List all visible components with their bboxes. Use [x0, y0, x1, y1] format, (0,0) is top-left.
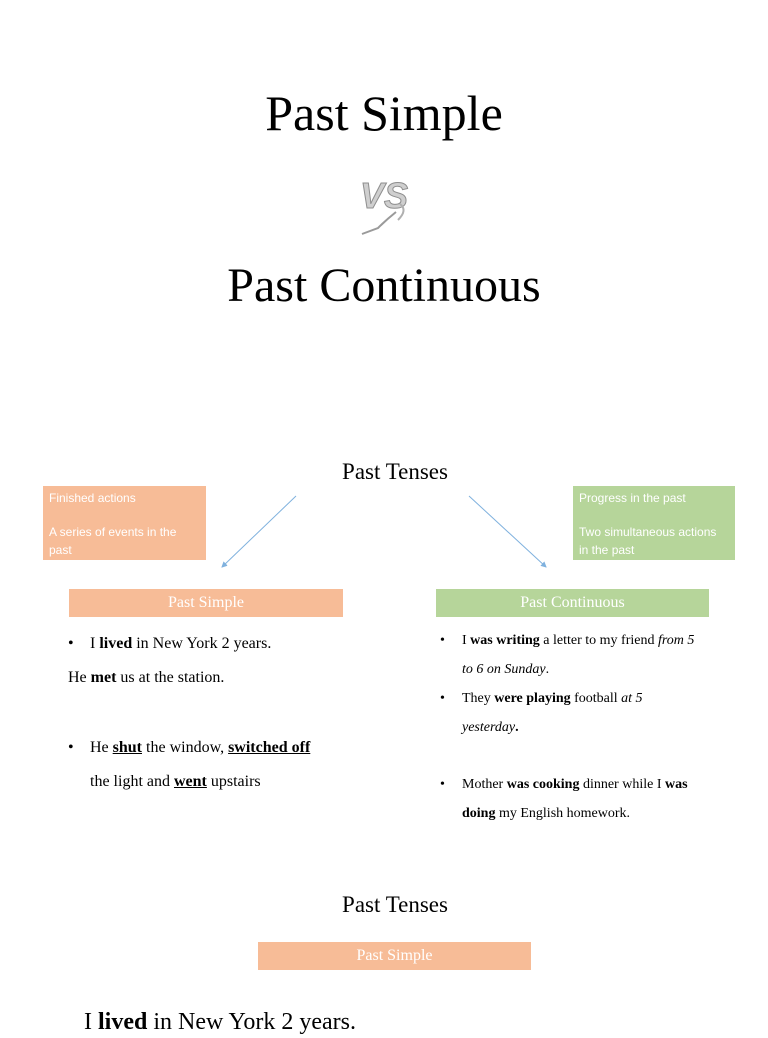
text: in New York 2 years. [147, 1009, 356, 1035]
text: dinner while I [579, 777, 665, 792]
text: football [570, 691, 622, 706]
text: us at the station. [116, 669, 225, 686]
text: He [68, 669, 91, 686]
left-example-2 [68, 661, 388, 695]
vs-text: VS [360, 175, 409, 216]
slide3-header-past-simple: Past Simple [258, 942, 531, 970]
text: a letter to my friend [539, 633, 658, 648]
note-finished-actions [43, 486, 206, 560]
bullet-icon: • [68, 635, 74, 652]
slide3-heading: Past Tenses [342, 892, 448, 917]
header-past-continuous: Past Continuous [436, 589, 709, 617]
text: I [462, 633, 471, 648]
time-expression: yesterday [462, 720, 516, 735]
time-expression: to 6 on Sunday [462, 662, 546, 677]
text: upstairs [206, 773, 261, 790]
slide2-heading: Past Tenses [342, 459, 448, 484]
text: . [515, 720, 519, 735]
bullet-icon: • [440, 633, 445, 648]
time-expression: from 5 [657, 633, 695, 648]
text: I [84, 1009, 98, 1035]
right-example-2 [440, 684, 740, 742]
verb: lived [98, 1009, 148, 1035]
note-progress-in-past [573, 486, 735, 560]
verb: lived [99, 635, 133, 652]
verb: was [664, 777, 688, 792]
bullet-icon: • [68, 739, 74, 756]
left-example-3 [68, 731, 388, 799]
text: He [90, 739, 113, 756]
title-past-simple: Past Simple [265, 85, 503, 141]
note-left-line2: A series of events in the past [49, 525, 177, 557]
text: They [462, 691, 495, 706]
title-past-continuous: Past Continuous [227, 259, 541, 312]
text: my English homework. [495, 806, 631, 821]
text: Mother [462, 777, 507, 792]
header-past-simple: Past Simple [69, 589, 343, 617]
text: . [545, 662, 550, 677]
right-example-1 [440, 626, 740, 684]
verb: doing [462, 806, 496, 821]
verb: shut [112, 739, 143, 756]
vs-graphic [356, 168, 418, 238]
text: the light and [90, 773, 174, 790]
text: the window, [142, 739, 229, 756]
verb: was writing [470, 633, 540, 648]
right-example-3 [440, 770, 740, 828]
slide3-example [84, 1006, 584, 1038]
arrow-left [222, 496, 296, 567]
note-left-line1: Finished actions [49, 491, 136, 505]
text: I [90, 635, 100, 652]
verb: was cooking [506, 777, 580, 792]
verb: were playing [494, 691, 571, 706]
arrow-right [469, 496, 546, 567]
verb: switched off [228, 739, 311, 756]
left-example-1 [68, 627, 388, 661]
note-right-line2: Two simultaneous actions in the past [579, 525, 717, 557]
verb: went [173, 773, 207, 790]
bullet-icon: • [440, 691, 445, 706]
note-right-line1: Progress in the past [579, 491, 686, 505]
bullet-icon: • [440, 777, 445, 792]
time-expression: at 5 [621, 691, 643, 706]
text: in New York 2 years. [132, 635, 272, 652]
verb: met [90, 669, 117, 686]
